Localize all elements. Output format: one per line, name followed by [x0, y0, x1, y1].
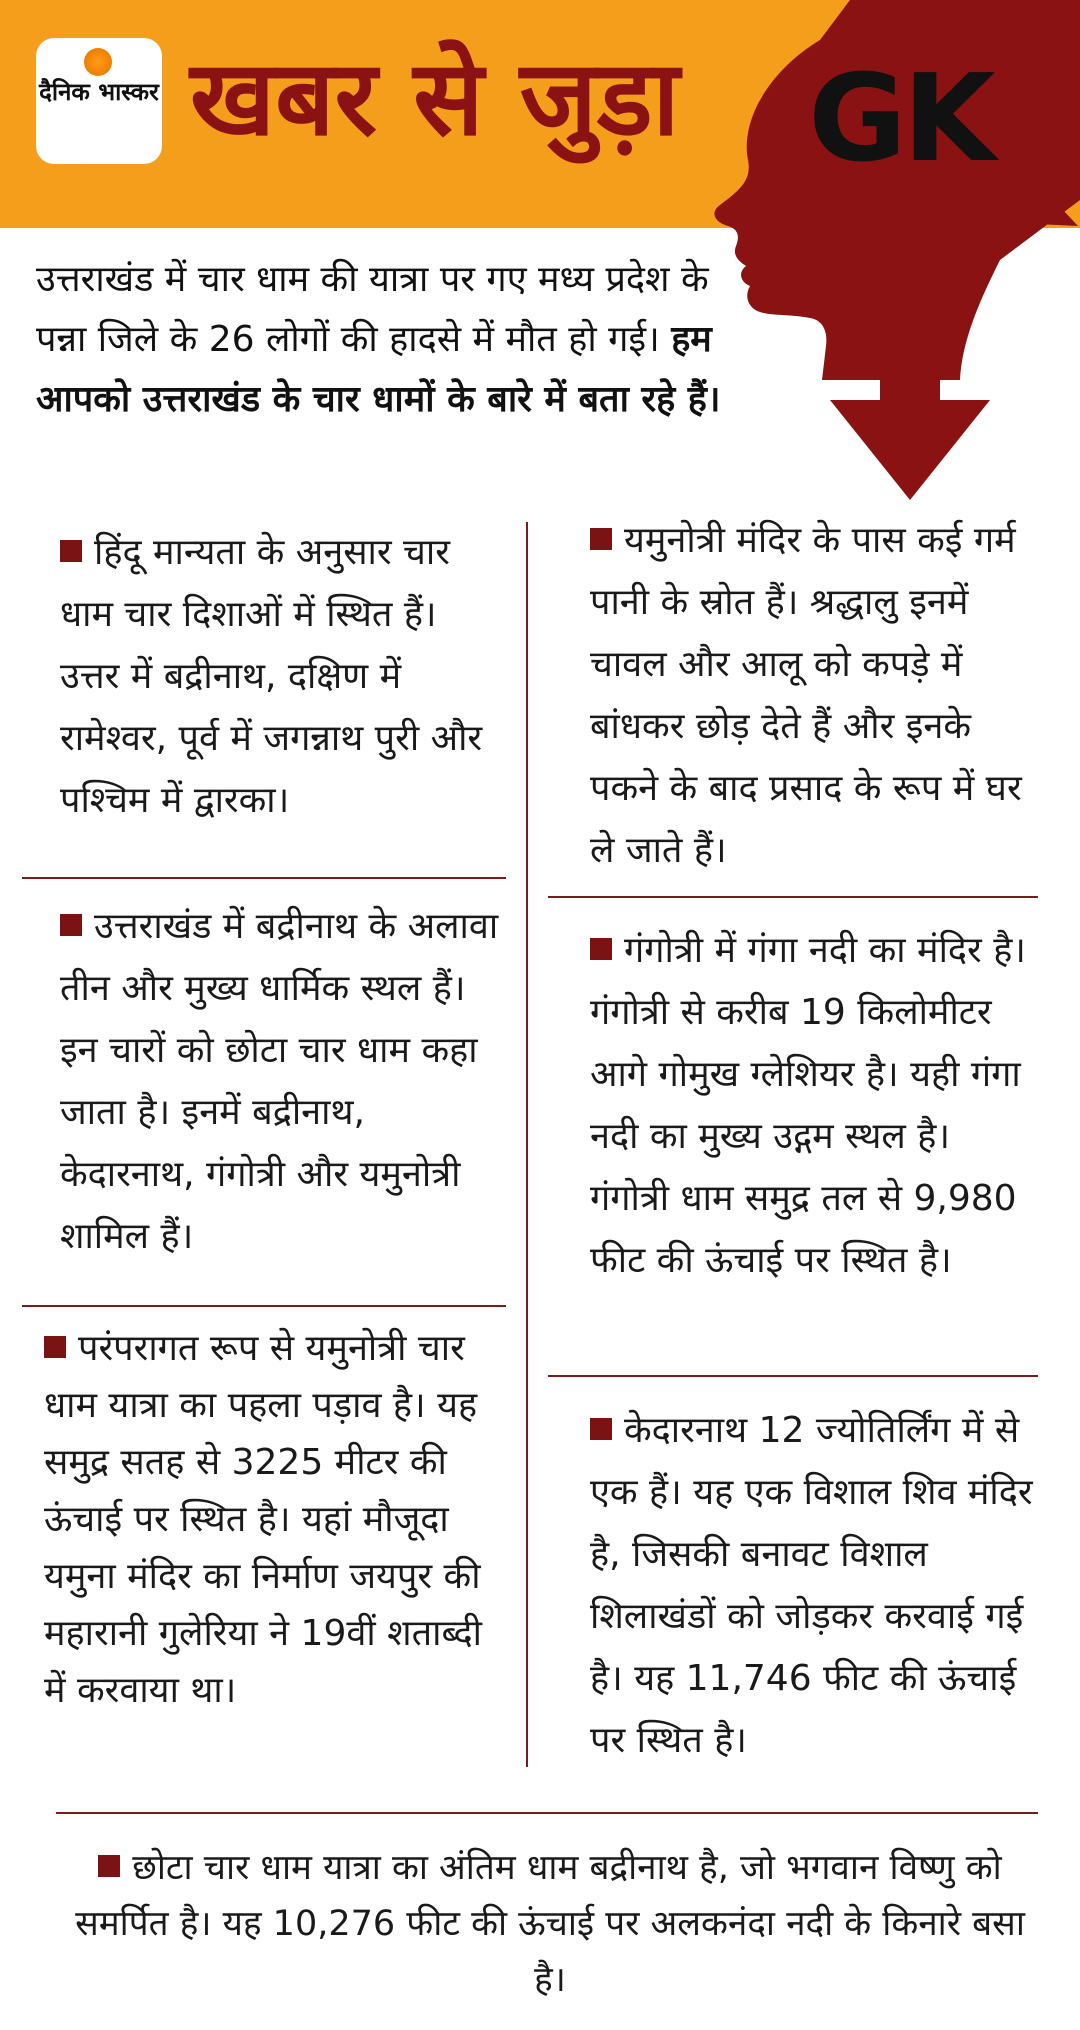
fact-text: गंगोत्री में गंगा नदी का मंदिर है। गंगोत्री से करीब 19 किलोमीटर आगे गोमुख ग्लेशियर है। यही गंगा नदी का मुख्य उद्गम स्थल है। गंगोत्री धाम समुद्र तल से 9,980 फीट की ऊंचाई पर स्थित है। [590, 930, 1026, 1281]
logo-text: दैनिक भास्कर [39, 78, 159, 106]
banner-title: खबर से जुड़ा [190, 37, 680, 159]
bullet-square-icon [590, 528, 612, 550]
dainik-bhaskar-logo [36, 38, 162, 164]
intro-regular-text: उत्तराखंड में चार धाम की यात्रा पर गए मध्य प्रदेश के पन्ना जिले के 26 लोगों की हादसे में मौत हो गई। [36, 259, 709, 360]
bullet-square-icon [60, 914, 82, 936]
right-fact-1 [590, 510, 1040, 882]
bullet-square-icon [60, 540, 82, 562]
right-separator-1 [548, 896, 1038, 898]
column-divider [526, 522, 528, 1767]
bullet-square-icon [590, 1418, 612, 1440]
fact-text: केदारनाथ 12 ज्योतिर्लिंग में से एक हैं। यह एक विशाल शिव मंदिर है, जिसकी बनावट विशाल शिलाखंडों को जोड़कर करवाई गई है। यह 11,746 फीट की ऊंचाई पर स्थित है। [590, 1410, 1033, 1761]
sun-icon [84, 48, 112, 76]
right-fact-2 [590, 920, 1040, 1292]
left-fact-1 [60, 522, 500, 832]
fact-text: परंपरागत रूप से यमुनोत्री चार धाम यात्रा का पहला पड़ाव है। यह समुद्र सतह से 3225 मीटर की ऊंचाई पर स्थित है। यहां मौजूदा यमुना मंदिर का निर्माण जयपुर की महारानी गुलेरिया ने 19वीं शताब्दी में करवाया था। [44, 1328, 482, 1711]
gk-badge: GK [808, 50, 992, 189]
left-separator-2 [22, 1305, 506, 1307]
left-fact-2 [60, 896, 500, 1268]
intro-bold-text: हम आपको उत्तराखंड के चार धामों के बारे में बता रहे हैं। [36, 319, 721, 420]
intro-paragraph [36, 250, 736, 430]
final-fact-text: छोटा चार धाम यात्रा का अंतिम धाम बद्रीनाथ है, जो भगवान विष्णु को समर्पित है। यह 10,276 फीट की ऊंचाई पर अलकनंदा नदी के किनारे बसा है। [75, 1848, 1025, 2000]
bottom-separator [56, 1812, 1038, 1814]
bullet-square-icon [590, 938, 612, 960]
bullet-square-icon [44, 1336, 66, 1358]
right-separator-2 [548, 1375, 1038, 1377]
final-fact [70, 1840, 1030, 2008]
fact-text: हिंदू मान्यता के अनुसार चार धाम चार दिशाओं में स्थित हैं। उत्तर में बद्रीनाथ, दक्षिण में रामेश्वर, पूर्व में जगन्नाथ पुरी और पश्चिम में द्वारका। [60, 532, 483, 821]
bullet-square-icon [98, 1855, 120, 1877]
left-fact-3 [44, 1320, 494, 1719]
fact-text: उत्तराखंड में बद्रीनाथ के अलावा तीन और मुख्य धार्मिक स्थल हैं। इन चारों को छोटा चार धाम कहा जाता है। इनमें बद्रीनाथ, केदारनाथ, गंगोत्री और यमुनोत्री शामिल हैं। [60, 906, 499, 1257]
left-separator-1 [22, 877, 506, 879]
fact-text: यमुनोत्री मंदिर के पास कई गर्म पानी के स्रोत हैं। श्रद्धालु इनमें चावल और आलू को कपड़े में बांधकर छोड़ देते हैं और इनके पकने के बाद प्रसाद के रूप में घर ले जाते हैं। [590, 520, 1022, 871]
right-fact-3 [590, 1400, 1040, 1772]
